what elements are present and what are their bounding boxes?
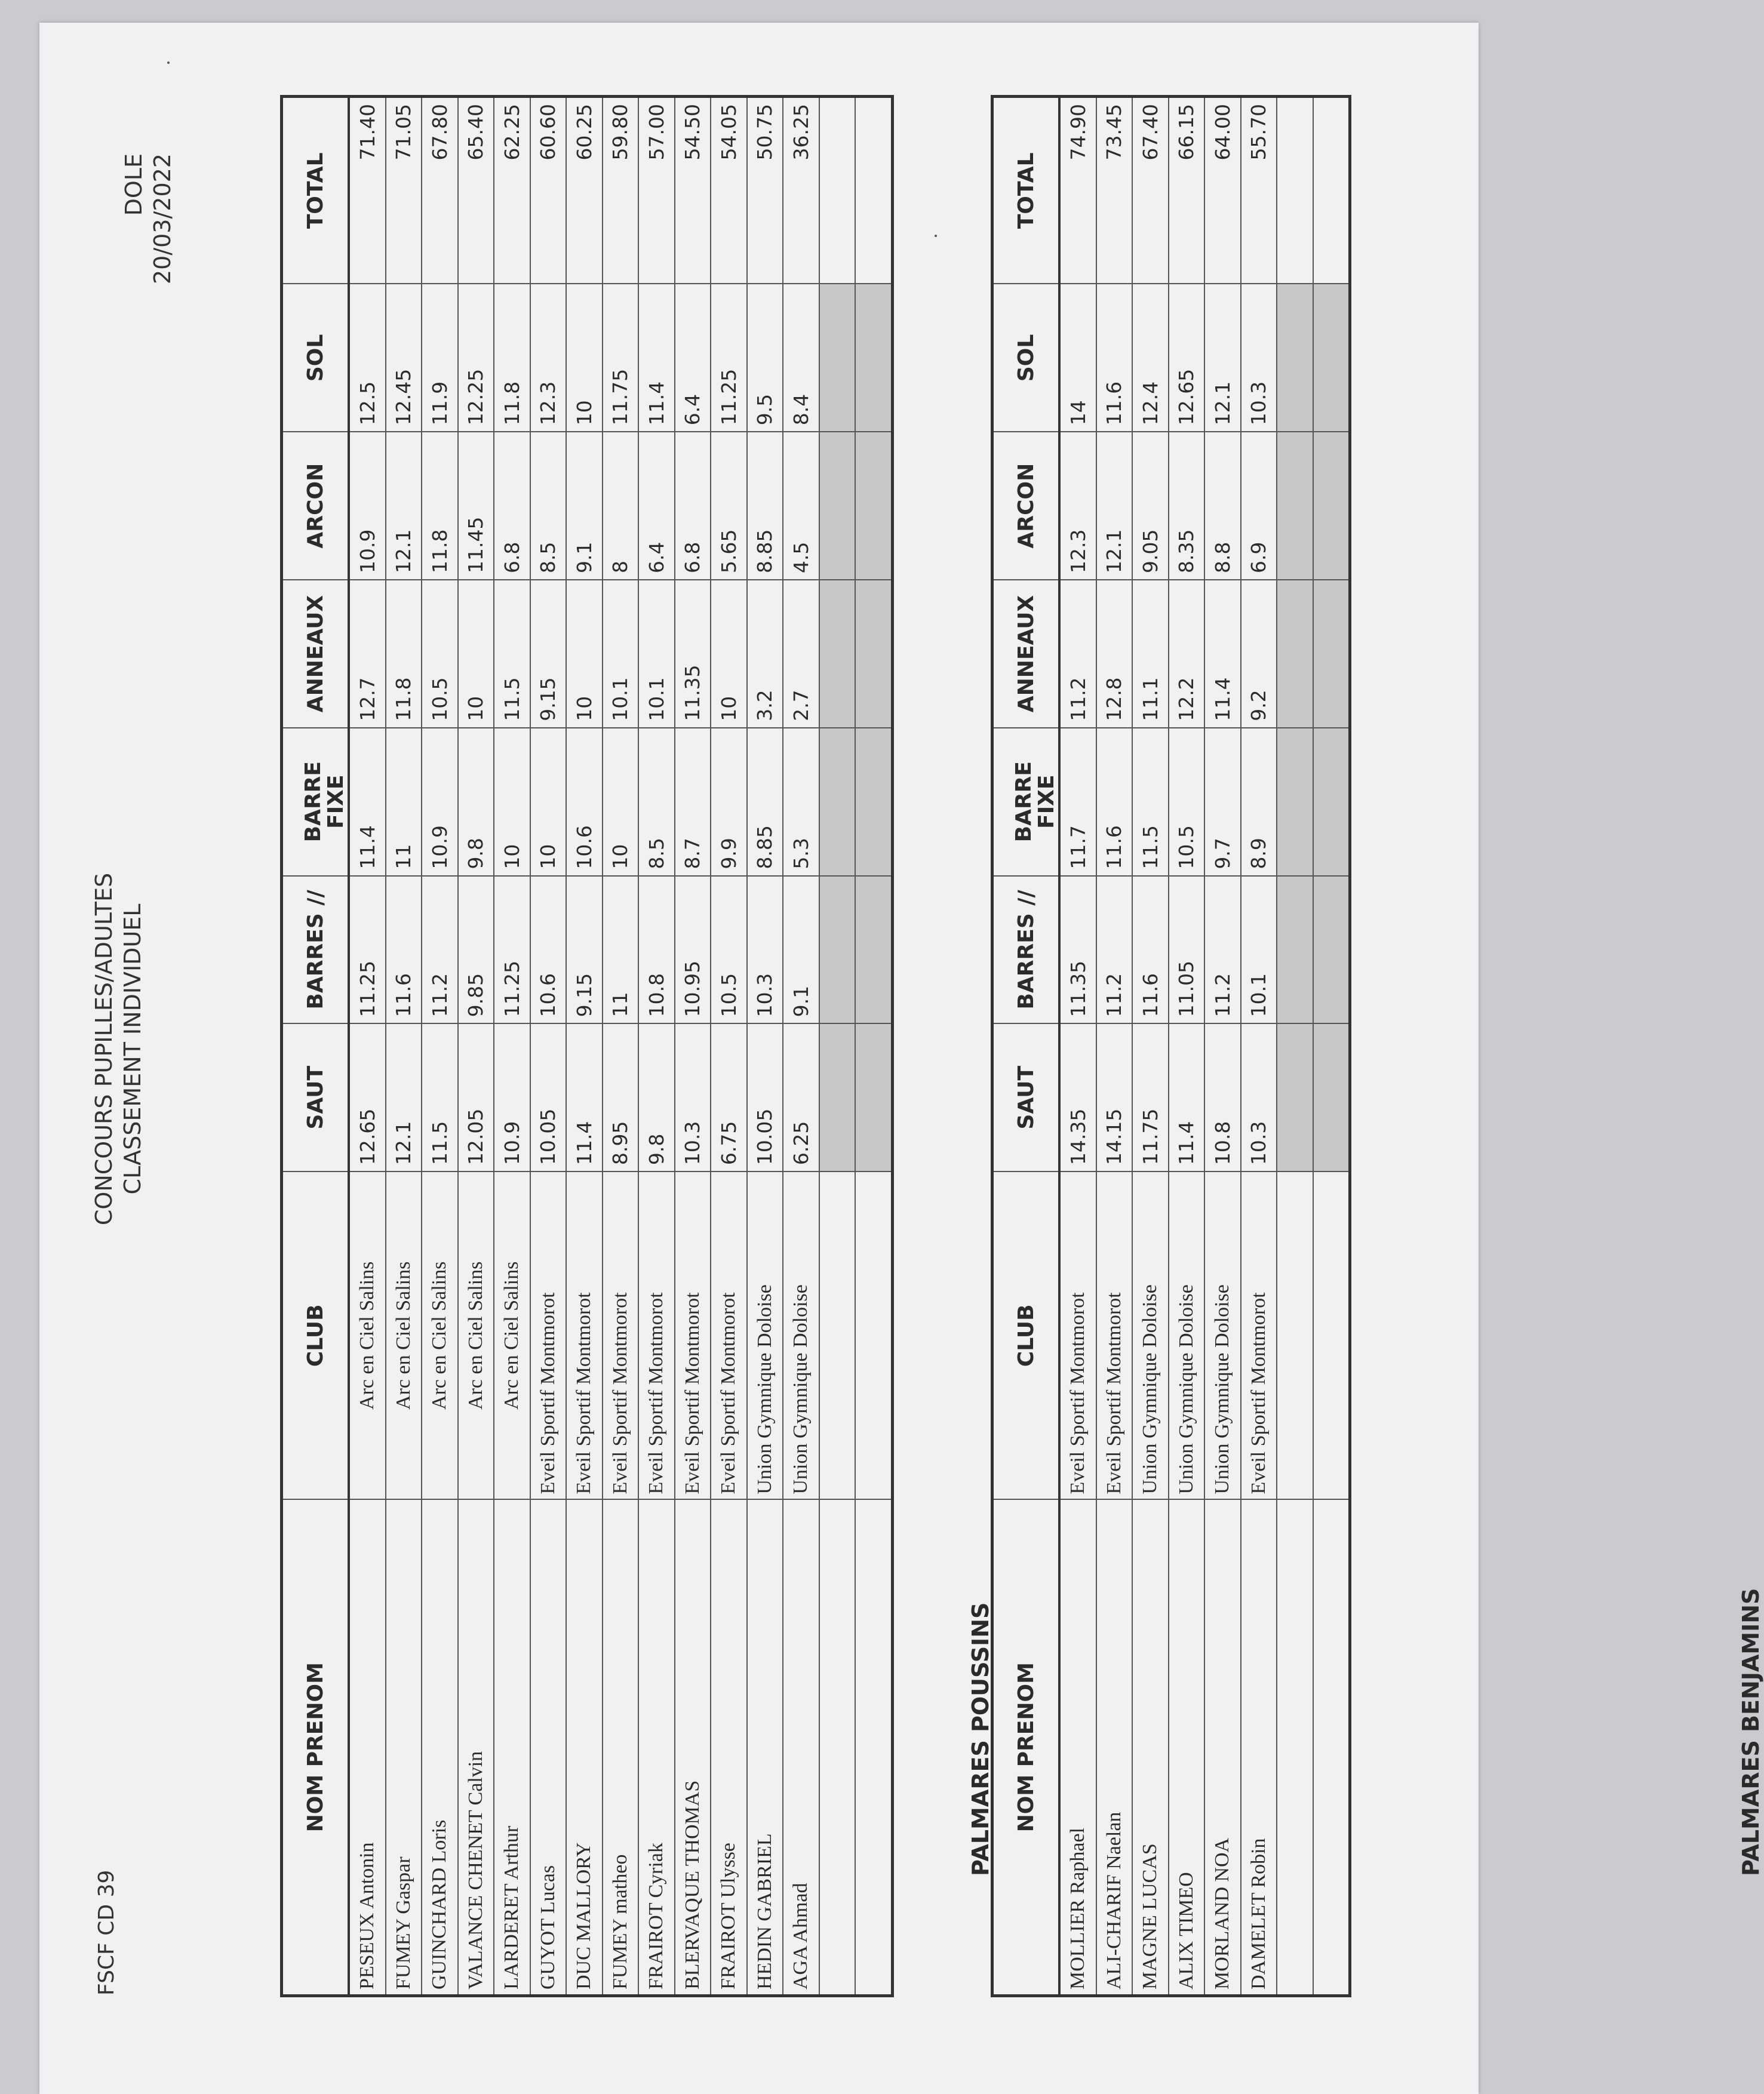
cell-saut: 11.5 [422,1023,458,1171]
cell-fixe: 11 [386,728,422,876]
col-header-total: TOTAL [993,97,1059,284]
cell-anneaux: 9.15 [530,580,567,728]
cell-fixe [1277,728,1313,876]
cell-sol: 12.45 [386,284,422,432]
cell-saut [1313,1023,1350,1171]
table-row [1059,97,1096,1995]
table-row [675,97,711,1995]
cell-arcon: 4.5 [783,432,819,580]
cell-anneaux: 10 [566,580,603,728]
cell-sol [819,284,856,432]
table-row [566,97,603,1995]
cell-barres: 10.6 [530,876,567,1024]
cell-arcon: 11.45 [458,432,494,580]
table-row [638,97,675,1995]
table-row [349,97,386,1995]
cell-total: 74.90 [1059,97,1096,284]
cell-sol: 10.3 [1241,284,1277,432]
cell-barres: 10.3 [747,876,783,1024]
cell-sol [1277,284,1313,432]
cell-arcon: 10.9 [349,432,386,580]
cell-club: Eveil Sportif Montmorot [1059,1171,1096,1499]
cell-saut: 6.75 [711,1023,747,1171]
cell-total: 60.60 [530,97,567,284]
cell-name: FUMEY matheo [603,1500,639,1995]
cell-arcon: 6.4 [638,432,675,580]
cell-fixe [819,728,856,876]
col-header-barres: BARRES // [282,876,349,1024]
cell-sol: 9.5 [747,284,783,432]
cell-barres: 9.1 [783,876,819,1024]
col-header-club: CLUB [993,1171,1059,1499]
cell-club: Eveil Sportif Montmorot [638,1171,675,1499]
scan-speck [935,235,937,237]
cell-name: DAMELET Robin [1241,1500,1277,1995]
cell-sol: 12.5 [349,284,386,432]
cell-total: 59.80 [603,97,639,284]
cell-arcon: 12.1 [386,432,422,580]
document-title [90,780,147,1318]
cell-name: AGA Ahmad [783,1500,819,1995]
cell-sol: 12.4 [1132,284,1169,432]
cell-name [1313,1500,1350,1995]
cell-anneaux: 11.35 [675,580,711,728]
cell-total: 65.40 [458,97,494,284]
cell-saut: 12.1 [386,1023,422,1171]
table-row [747,97,783,1995]
cell-saut: 12.65 [349,1023,386,1171]
table-row [422,97,458,1995]
cell-anneaux: 10.1 [638,580,675,728]
cell-name: FRAIROT Ulysse [711,1500,747,1995]
cell-arcon: 9.05 [1132,432,1169,580]
cell-arcon [1277,432,1313,580]
cell-total: 54.05 [711,97,747,284]
cell-barres: 11.2 [1204,876,1241,1024]
cell-anneaux: 10 [711,580,747,728]
cell-name: MAGNE LUCAS [1132,1500,1169,1995]
empty-row [819,97,856,1995]
cell-arcon [855,432,892,580]
cell-anneaux: 12.8 [1096,580,1133,728]
cell-anneaux [819,580,856,728]
table-row [386,97,422,1995]
cell-arcon: 5.65 [711,432,747,580]
cell-fixe: 11.5 [1132,728,1169,876]
cell-saut: 8.95 [603,1023,639,1171]
cell-fixe: 11.4 [349,728,386,876]
cell-name: VALANCE CHENET Calvin [458,1500,494,1995]
table-row [1169,97,1205,1995]
col-header-barre-fixe [993,728,1059,876]
cell-club: Arc en Ciel Salins [422,1171,458,1499]
cell-arcon: 6.9 [1241,432,1277,580]
col-header-barre-fixe [282,728,349,876]
cell-anneaux [1313,580,1350,728]
cell-arcon: 12.3 [1059,432,1096,580]
col-header-name: NOM PRENOM [282,1500,349,1995]
title-line-1: CONCOURS PUPILLES/ADULTES [91,872,117,1226]
table-row [458,97,494,1995]
poussins-table [282,97,892,1995]
cell-anneaux: 12.7 [349,580,386,728]
cell-sol: 14 [1059,284,1096,432]
cell-sol: 12.65 [1169,284,1205,432]
cell-total: 67.40 [1132,97,1169,284]
cell-arcon: 6.8 [675,432,711,580]
cell-barres [855,876,892,1024]
title-line-2: CLASSEMENT INDIVIDUEL [119,903,146,1195]
cell-club: Eveil Sportif Montmorot [566,1171,603,1499]
cell-sol: 11.8 [494,284,530,432]
cell-name: ALIX TIMEO [1169,1500,1205,1995]
cell-name: GUYOT Lucas [530,1500,567,1995]
scan-speck [167,62,170,64]
col-header-saut: SAUT [993,1023,1059,1171]
cell-arcon [1313,432,1350,580]
cell-anneaux [1277,580,1313,728]
benjamins-table [992,97,1350,1995]
cell-total: 73.45 [1096,97,1133,284]
cell-name: MOLLIER Raphael [1059,1500,1096,1995]
cell-anneaux: 11.5 [494,580,530,728]
col-header-barres: BARRES // [993,876,1059,1024]
cell-sol [855,284,892,432]
cell-total: 71.05 [386,97,422,284]
cell-club: Eveil Sportif Montmorot [530,1171,567,1499]
col-header-barre-fixe-line1: BARRE [301,761,325,842]
cell-arcon: 8 [603,432,639,580]
col-header-arcon: ARCON [282,432,349,580]
cell-sol [1313,284,1350,432]
cell-anneaux: 12.2 [1169,580,1205,728]
cell-club: Union Gymnique Doloise [1204,1171,1241,1499]
cell-total: 67.80 [422,97,458,284]
table-row [603,97,639,1995]
cell-arcon: 9.1 [566,432,603,580]
table-row [1132,97,1169,1995]
cell-club [855,1171,892,1499]
cell-total: 57.00 [638,97,675,284]
cell-arcon: 8.8 [1204,432,1241,580]
cell-saut: 14.15 [1096,1023,1133,1171]
cell-barres: 10.1 [1241,876,1277,1024]
cell-total [1277,97,1313,284]
cell-club: Eveil Sportif Montmorot [603,1171,639,1499]
cell-fixe: 9.8 [458,728,494,876]
cell-anneaux: 3.2 [747,580,783,728]
cell-barres: 11.25 [349,876,386,1024]
cell-name: FRAIROT Cyriak [638,1500,675,1995]
cell-club [1277,1171,1313,1499]
cell-fixe [855,728,892,876]
table-row [1241,97,1277,1995]
cell-saut: 10.05 [747,1023,783,1171]
cell-name: LARDERET Arthur [494,1500,530,1995]
cell-saut: 10.3 [675,1023,711,1171]
cell-fixe: 8.7 [675,728,711,876]
cell-barres: 11.05 [1169,876,1205,1024]
cell-name: GUINCHARD Loris [422,1500,458,1995]
cell-total [819,97,856,284]
cell-sol: 6.4 [675,284,711,432]
cell-sol: 11.6 [1096,284,1133,432]
cell-sol: 12.1 [1204,284,1241,432]
empty-row [855,97,892,1995]
cell-total [855,97,892,284]
cell-saut: 14.35 [1059,1023,1096,1171]
cell-barres [1313,876,1350,1024]
cell-club: Arc en Ciel Salins [386,1171,422,1499]
cell-club: Arc en Ciel Salins [458,1171,494,1499]
event-location-date [119,153,177,303]
cell-anneaux: 11.1 [1132,580,1169,728]
cell-fixe: 10.6 [566,728,603,876]
cell-anneaux: 10 [458,580,494,728]
cell-name [819,1500,856,1995]
cell-arcon: 8.85 [747,432,783,580]
cell-total: 54.50 [675,97,711,284]
cell-barres: 11.6 [1132,876,1169,1024]
cell-total: 36.25 [783,97,819,284]
col-header-barre-fixe-line2: FIXE [1034,774,1059,829]
cell-anneaux: 2.7 [783,580,819,728]
event-date: 20/03/2022 [149,153,176,285]
table-row [494,97,530,1995]
cell-barres [819,876,856,1024]
cell-name: ALI-CHARIF Naelan [1096,1500,1133,1995]
table-row [530,97,567,1995]
cell-sol: 11.25 [711,284,747,432]
cell-name: PESEUX Antonin [349,1500,386,1995]
cell-fixe [1313,728,1350,876]
cell-name: HEDIN GABRIEL [747,1500,783,1995]
cell-sol: 8.4 [783,284,819,432]
cell-fixe: 10 [530,728,567,876]
col-header-sol: SOL [993,284,1059,432]
cell-club: Union Gymnique Doloise [747,1171,783,1499]
cell-saut: 12.05 [458,1023,494,1171]
col-header-anneaux: ANNEAUX [282,580,349,728]
cell-barres: 11.25 [494,876,530,1024]
cell-saut: 10.9 [494,1023,530,1171]
cell-fixe: 10 [494,728,530,876]
col-header-club: CLUB [282,1171,349,1499]
benjamins-title: PALMARES BENJAMINS [1738,1588,1764,1876]
cell-saut: 11.75 [1132,1023,1169,1171]
cell-total: 50.75 [747,97,783,284]
cell-club: Union Gymnique Doloise [783,1171,819,1499]
empty-row [1313,97,1350,1995]
cell-sol: 11.4 [638,284,675,432]
cell-barres: 10.8 [638,876,675,1024]
header-row [282,97,349,1995]
cell-barres: 10.5 [711,876,747,1024]
cell-total: 71.40 [349,97,386,284]
table-row [1096,97,1133,1995]
cell-club: Eveil Sportif Montmorot [1241,1171,1277,1499]
cell-anneaux [855,580,892,728]
cell-fixe: 8.5 [638,728,675,876]
cell-name [855,1500,892,1995]
cell-anneaux: 9.2 [1241,580,1277,728]
cell-club [819,1171,856,1499]
cell-club [1313,1171,1350,1499]
cell-fixe: 10.9 [422,728,458,876]
col-header-total: TOTAL [282,97,349,284]
cell-arcon: 8.35 [1169,432,1205,580]
cell-sol: 11.75 [603,284,639,432]
cell-barres: 11 [603,876,639,1024]
event-location: DOLE [121,153,147,216]
cell-name: MORLAND NOA [1204,1500,1241,1995]
cell-arcon: 12.1 [1096,432,1133,580]
col-header-arcon: ARCON [993,432,1059,580]
cell-arcon [819,432,856,580]
cell-sol: 10 [566,284,603,432]
cell-barres: 11.2 [1096,876,1133,1024]
cell-saut [819,1023,856,1171]
cell-fixe: 11.7 [1059,728,1096,876]
cell-barres: 11.6 [386,876,422,1024]
cell-sol: 11.9 [422,284,458,432]
cell-barres: 11.2 [422,876,458,1024]
cell-fixe: 8.85 [747,728,783,876]
cell-total [1313,97,1350,284]
cell-saut: 11.4 [1169,1023,1205,1171]
cell-saut: 10.8 [1204,1023,1241,1171]
cell-club: Eveil Sportif Montmorot [675,1171,711,1499]
cell-saut [1277,1023,1313,1171]
cell-fixe: 10 [603,728,639,876]
cell-name [1277,1500,1313,1995]
col-header-saut: SAUT [282,1023,349,1171]
cell-saut: 6.25 [783,1023,819,1171]
federation-label: FSCF CD 39 [94,1869,119,1995]
cell-arcon: 8.5 [530,432,567,580]
cell-barres: 11.35 [1059,876,1096,1024]
cell-fixe: 5.3 [783,728,819,876]
table-row [711,97,747,1995]
col-header-barre-fixe-line1: BARRE [1012,761,1036,842]
cell-club: Arc en Ciel Salins [494,1171,530,1499]
cell-fixe: 9.7 [1204,728,1241,876]
header-row [993,97,1059,1995]
cell-name: DUC MALLORY [566,1500,603,1995]
poussins-title: PALMARES POUSSINS [967,1602,994,1876]
table-row [1204,97,1241,1995]
cell-barres [1277,876,1313,1024]
cell-anneaux: 10.5 [422,580,458,728]
cell-total: 55.70 [1241,97,1277,284]
cell-club: Arc en Ciel Salins [349,1171,386,1499]
cell-club: Union Gymnique Doloise [1169,1171,1205,1499]
cell-arcon: 11.8 [422,432,458,580]
cell-fixe: 10.5 [1169,728,1205,876]
cell-saut [855,1023,892,1171]
cell-fixe: 9.9 [711,728,747,876]
table-row [783,97,819,1995]
cell-total: 60.25 [566,97,603,284]
cell-saut: 10.05 [530,1023,567,1171]
cell-arcon: 6.8 [494,432,530,580]
col-header-name: NOM PRENOM [993,1500,1059,1995]
cell-club: Eveil Sportif Montmorot [1096,1171,1133,1499]
cell-total: 64.00 [1204,97,1241,284]
cell-saut: 11.4 [566,1023,603,1171]
cell-name: BLERVAQUE THOMAS [675,1500,711,1995]
cell-anneaux: 10.1 [603,580,639,728]
col-header-anneaux: ANNEAUX [993,580,1059,728]
cell-saut: 10.3 [1241,1023,1277,1171]
cell-barres: 10.95 [675,876,711,1024]
cell-fixe: 11.6 [1096,728,1133,876]
empty-row [1277,97,1313,1995]
cell-total: 66.15 [1169,97,1205,284]
cell-saut: 9.8 [638,1023,675,1171]
cell-fixe: 8.9 [1241,728,1277,876]
cell-barres: 9.85 [458,876,494,1024]
col-header-barre-fixe-line2: FIXE [324,774,348,829]
col-header-sol: SOL [282,284,349,432]
cell-sol: 12.3 [530,284,567,432]
cell-anneaux: 11.2 [1059,580,1096,728]
cell-name: FUMEY Gaspar [386,1500,422,1995]
cell-anneaux: 11.4 [1204,580,1241,728]
cell-sol: 12.25 [458,284,494,432]
cell-anneaux: 11.8 [386,580,422,728]
cell-total: 62.25 [494,97,530,284]
cell-barres: 9.15 [566,876,603,1024]
cell-club: Union Gymnique Doloise [1132,1171,1169,1499]
cell-club: Eveil Sportif Montmorot [711,1171,747,1499]
